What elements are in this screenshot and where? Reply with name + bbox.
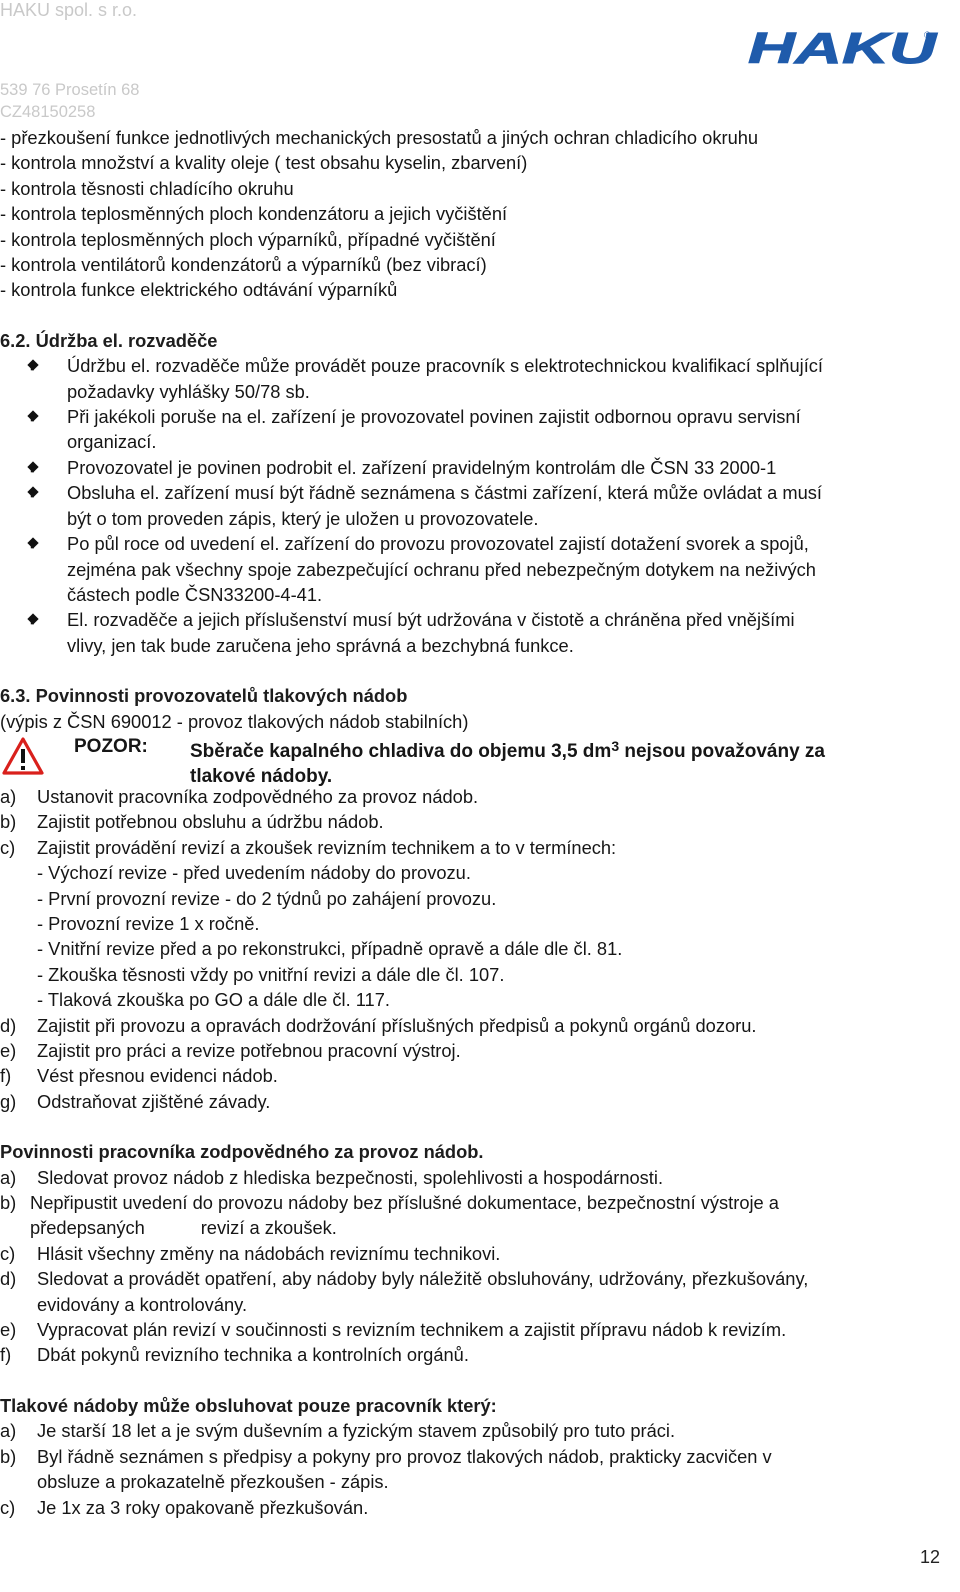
- item-letter: a): [0, 1420, 17, 1442]
- operator-requirement-item: [0, 1418, 958, 1443]
- duty-item-c: [0, 835, 958, 860]
- duty-text: Vést přesnou evidenci nádob.: [37, 1065, 278, 1087]
- duty-item: [0, 1038, 958, 1063]
- item-text-line: obsluze a prokazatelně přezkoušen - zápis.: [37, 1471, 389, 1493]
- warning-triangle-icon: [2, 737, 44, 775]
- intro-checklist: [0, 125, 958, 303]
- item-letter: d): [0, 1268, 17, 1290]
- revision-line: - Provozní revize 1 x ročně.: [37, 912, 260, 934]
- worker-duties-title: Povinnosti pracovníka zodpovědného za provoz nádob.: [0, 1141, 484, 1163]
- warning-label: POZOR:: [74, 735, 148, 757]
- checklist-line: - přezkoušení funkce jednotlivých mechanických presostatů a jiných ochran chladicího okruhu: [0, 127, 759, 148]
- worker-duty-item: [0, 1241, 958, 1266]
- bullet-text-line: Po půl roce od uvedení el. zařízení do provozu provozovatel zajistí dotažení svorek a spojů,: [67, 533, 809, 555]
- bullet-item: [0, 455, 958, 480]
- item-letter: b): [0, 1445, 17, 1467]
- item-letter: e): [0, 1319, 17, 1341]
- document-body: [0, 125, 958, 1520]
- duty-text: Odstraňovat zjištěné závady.: [37, 1090, 271, 1112]
- bullet-text-line: požadavky vyhlášky 50/78 sb.: [67, 380, 310, 402]
- haku-logo: [746, 28, 940, 68]
- warning-box: [0, 734, 958, 788]
- worker-duties-list: [0, 1165, 958, 1368]
- item-text-line: evidovány a kontrolovány.: [37, 1293, 248, 1315]
- item-text-line: Dbát pokynů revizního technika a kontrolních orgánů.: [37, 1344, 469, 1366]
- company-address: 539 76 Prosetín 68: [0, 81, 140, 99]
- bullet-text-line: Obsluha el. zařízení musí být řádně seznámena s částmi zařízení, která může ovládat a musí: [67, 482, 822, 504]
- revision-line: - Zkouška těsnosti vždy po vnitřní revizi a dále dle čl. 107.: [37, 963, 505, 985]
- section-6-2-bullets: [0, 353, 958, 658]
- section-6-3-number: 6.3.: [0, 685, 31, 707]
- item-text-line: Vypracovat plán revizí v součinnosti s revizním technikem a zajistit přípravu nádob k revizím.: [37, 1319, 787, 1341]
- bullet-item: [0, 404, 958, 455]
- bullet-item: [0, 353, 958, 404]
- worker-duty-item: [0, 1190, 958, 1241]
- duty-letter: e): [0, 1040, 17, 1061]
- item-text-line: Hlásit všechny změny na nádobách reviznímu technikovi.: [37, 1242, 501, 1264]
- duty-list-rest: [0, 1013, 958, 1115]
- worker-duty-item: [0, 1165, 958, 1190]
- section-6-3-heading: Povinnosti provozovatelů tlakových nádob: [35, 685, 408, 707]
- bullet-item: [0, 480, 958, 531]
- item-letter: c): [0, 1242, 16, 1264]
- warning-text-part1: Sběrače kapalného chladiva do objemu 3,5 dm: [190, 740, 612, 762]
- diamond-bullet-icon: [27, 461, 38, 472]
- duty-text: Ustanovit pracovníka zodpovědného za provoz nádob.: [37, 785, 479, 807]
- worker-duty-item: [0, 1342, 958, 1367]
- item-text-line: Je 1x za 3 roky opakovaně přezkušován.: [37, 1496, 369, 1518]
- item-letter: f): [0, 1344, 12, 1366]
- item-text-line: Sledovat a provádět opatření, aby nádoby byly náležitě obsluhovány, udržovány, přezkušovány,: [37, 1268, 809, 1290]
- diamond-bullet-icon: [27, 360, 38, 371]
- operator-requirements-title: Tlakové nádoby může obsluhovat pouze pracovník který:: [0, 1394, 497, 1416]
- diamond-bullet-icon: [27, 410, 38, 421]
- warning-text-part3: tlakové nádoby.: [190, 766, 333, 788]
- operator-requirement-item: [0, 1495, 958, 1520]
- item-letter: b): [0, 1192, 17, 1214]
- haku-logo-text: HAKU: [748, 28, 938, 68]
- company-id: CZ48150258: [0, 103, 96, 121]
- checklist-line: - kontrola funkce elektrického odtávání výparníků: [0, 279, 398, 301]
- duty-item-a: [0, 784, 958, 809]
- company-name: HAKU spol. s r.o.: [0, 0, 138, 20]
- checklist-line: - kontrola teplosměnných ploch výparníků, případné vyčištění: [0, 228, 496, 250]
- section-6-3-subtitle: (výpis z ČSN 690012 - provoz tlakových nádob stabilních): [0, 710, 469, 732]
- section-6-3-title: [0, 683, 958, 708]
- diamond-bullet-icon: [27, 537, 38, 548]
- item-text-line: Nepřipustit uvedení do provozu nádoby bez příslušné dokumentace, bezpečnostní výstroje a: [30, 1192, 779, 1214]
- svg-text:®: ®: [924, 30, 931, 40]
- duty-letter: f): [0, 1065, 12, 1087]
- duty-item: [0, 1013, 958, 1038]
- revision-line: - Vnitřní revize před a po rekonstrukci, případně opravě a dále dle čl. 81.: [37, 938, 623, 960]
- operator-requirements-list: [0, 1418, 958, 1520]
- bullet-text-line: vlivy, jen tak bude zaručena jeho správná a bezchybná funkce.: [67, 634, 574, 656]
- duty-letter: a): [0, 785, 17, 807]
- duty-letter: g): [0, 1090, 17, 1112]
- item-text-line: předepsaných revizí a zkoušek.: [30, 1217, 337, 1239]
- worker-duty-item: [0, 1266, 958, 1317]
- duty-letter: b): [0, 811, 17, 833]
- diamond-bullet-icon: [27, 487, 38, 498]
- duty-item: [0, 1063, 958, 1088]
- section-6-2-title: 6.2. Údržba el. rozvaděče: [0, 329, 218, 351]
- item-text-line: Byl řádně seznámen s předpisy a pokyny pro provoz tlakových nádob, prakticky zacvičen v: [37, 1445, 772, 1467]
- bullet-text-line: Údržbu el. rozvaděče může provádět pouze pracovník s elektrotechnickou kvalifikací splňující: [67, 355, 824, 377]
- item-letter: a): [0, 1166, 17, 1188]
- diamond-bullet-icon: [27, 614, 38, 625]
- bullet-item: [0, 607, 958, 658]
- checklist-line: - kontrola množství a kvality oleje ( test obsahu kyselin, zbarvení): [0, 152, 528, 174]
- revision-line: - Výchozí revize - před uvedením nádoby do provozu.: [37, 862, 471, 884]
- operator-requirement-item: [0, 1444, 958, 1495]
- duty-text: Zajistit pro práci a revize potřebnou pracovní výstroj.: [37, 1040, 461, 1061]
- revision-list: [0, 860, 958, 1012]
- duty-letter: d): [0, 1014, 17, 1036]
- duty-letter: c): [0, 836, 16, 858]
- item-text-line: Je starší 18 let a je svým duševním a fyzickým stavem způsobilý pro tuto práci.: [37, 1420, 676, 1442]
- duty-text: Zajistit při provozu a opravách dodržování příslušných předpisů a pokynů orgánů dozoru.: [37, 1014, 757, 1036]
- bullet-text-line: organizací.: [67, 431, 157, 453]
- warning-text-part2: nejsou považovány za: [619, 740, 826, 762]
- bullet-text-line: částech podle ČSN33200-4-41.: [67, 583, 323, 605]
- bullet-text-line: El. rozvaděče a jejich příslušenství musí být udržována v čistotě a chráněna před vnějšími: [67, 609, 795, 631]
- bullet-text-line: zejména pak všechny spoje zabezpečující ochranu před nebezpečným dotykem na neživých: [67, 558, 816, 580]
- bullet-text-line: Při jakékoli poruše na el. zařízení je provozovatel povinen zajistit odbornou opravu servisní: [67, 406, 801, 428]
- bullet-text-line: být o tom proveden zápis, který je uložen u provozovatele.: [67, 507, 539, 529]
- bullet-text-line: Provozovatel je povinen podrobit el. zařízení pravidelným kontrolám dle ČSN 33 2000-1: [67, 456, 777, 478]
- duty-item-b: [0, 809, 958, 834]
- page-number: 12: [919, 1547, 940, 1567]
- bullet-item: [0, 531, 958, 607]
- checklist-line: - kontrola ventilátorů kondenzátorů a výparníků (bez vibrací): [0, 254, 487, 276]
- revision-line: - Tlaková zkouška po GO a dále dle čl. 117.: [37, 989, 390, 1011]
- checklist-line: - kontrola teplosměnných ploch kondenzátoru a jejich vyčištění: [0, 203, 508, 225]
- item-letter: c): [0, 1496, 16, 1518]
- duty-text: Zajistit provádění revizí a zkoušek revizním technikem a to v termínech:: [37, 836, 617, 858]
- duty-text: Zajistit potřebnou obsluhu a údržbu nádob.: [37, 811, 384, 833]
- checklist-line: - kontrola těsnosti chladícího okruhu: [0, 177, 294, 199]
- warning-superscript: 3: [611, 737, 620, 754]
- duty-item: [0, 1089, 958, 1114]
- worker-duty-item: [0, 1317, 958, 1342]
- item-text-line: Sledovat provoz nádob z hlediska bezpečnosti, spolehlivosti a hospodárnosti.: [37, 1166, 664, 1188]
- warning-text: [190, 734, 930, 790]
- revision-line: - První provozní revize - do 2 týdnů po zahájení provozu.: [37, 887, 497, 909]
